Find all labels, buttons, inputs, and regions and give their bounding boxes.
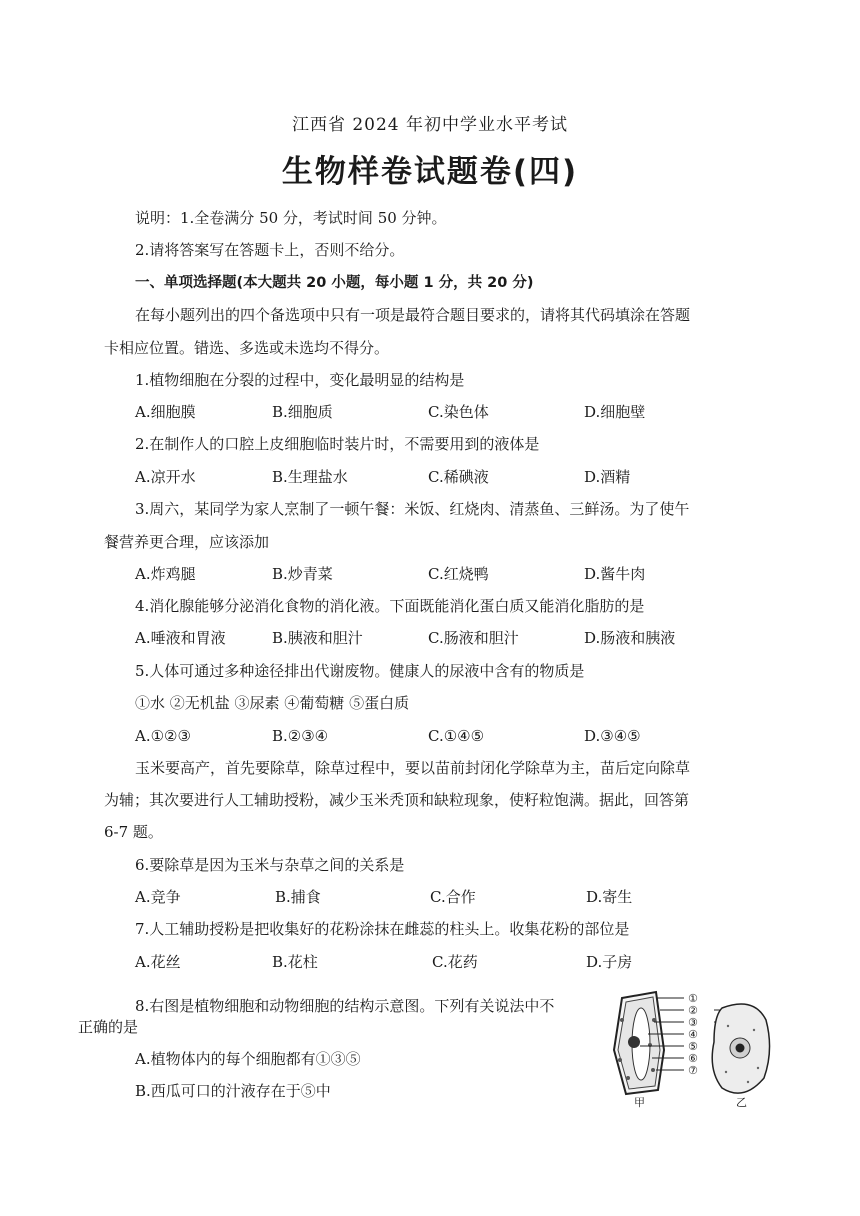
exam-subtitle: 江西省 2024 年初中学业水平考试 xyxy=(291,115,569,135)
question-3-stem-line-2: 餐营养更合理，应该添加 xyxy=(104,533,270,551)
plant-cell-illustration xyxy=(614,992,664,1094)
passage-line-3: 6-7 题。 xyxy=(104,823,163,841)
question-6-option-a: A.竞争 xyxy=(135,888,181,906)
question-4-option-b: B.胰液和胆汁 xyxy=(272,629,363,647)
question-3-option-c: C.红烧鸭 xyxy=(428,565,489,583)
question-6-stem: 6.要除草是因为玉米与杂草之间的关系是 xyxy=(135,856,405,874)
section-heading: 一、单项选择题(本大题共 20 小题，每小题 1 分，共 20 分) xyxy=(135,275,534,291)
figure-label-2: ② xyxy=(688,1004,698,1017)
figure-label-3: ③ xyxy=(688,1016,698,1029)
question-7-option-d: D.子房 xyxy=(586,953,633,971)
instruction-1: 说明：1.全卷满分 50 分，考试时间 50 分钟。 xyxy=(135,209,447,227)
question-3-stem-line-1: 3.周六，某同学为家人烹制了一顿午餐：米饭、红烧肉、清蒸鱼、三鲜汤。为了使午 xyxy=(135,500,690,518)
question-3-option-d: D.酱牛肉 xyxy=(584,565,646,583)
question-1-stem: 1.植物细胞在分裂的过程中，变化最明显的结构是 xyxy=(135,371,465,389)
question-2-option-b: B.生理盐水 xyxy=(272,468,348,486)
question-3-option-b: B.炒青菜 xyxy=(272,565,333,583)
question-7-stem: 7.人工辅助授粉是把收集好的花粉涂抹在雌蕊的柱头上。收集花粉的部位是 xyxy=(135,920,630,938)
question-1-option-b: B.细胞质 xyxy=(272,403,333,421)
section-intro-line-2: 卡相应位置。错选、多选或未选均不得分。 xyxy=(104,339,390,357)
question-1-option-d: D.细胞壁 xyxy=(584,403,646,421)
exam-title: 生物样卷试题卷(四) xyxy=(281,154,579,190)
animal-cell-illustration xyxy=(712,1004,769,1093)
question-5-option-c: C.①④⑤ xyxy=(428,727,485,745)
passage-line-2: 为辅；其次要进行人工辅助授粉，减少玉米秃顶和缺粒现象，使籽粒饱满。据此，回答第 xyxy=(104,791,690,809)
figure-label-6: ⑥ xyxy=(688,1052,698,1065)
question-2-option-d: D.酒精 xyxy=(584,468,631,486)
question-8-option-b: B.西瓜可口的汁液存在于⑤中 xyxy=(135,1082,331,1100)
figure-caption-animal: 乙 xyxy=(736,1096,747,1109)
question-6-option-d: D.寄生 xyxy=(586,888,633,906)
question-8-stem-line-2: 正确的是 xyxy=(78,1018,139,1036)
figure-label-5: ⑤ xyxy=(688,1040,698,1053)
cell-diagram-figure xyxy=(604,990,774,1110)
question-2-option-a: A.凉开水 xyxy=(135,468,196,486)
question-4-stem: 4.消化腺能够分泌消化食物的消化液。下面既能消化蛋白质又能消化脂肪的是 xyxy=(135,597,645,615)
question-4-option-a: A.唾液和胃液 xyxy=(135,629,226,647)
question-6-option-b: B.捕食 xyxy=(275,888,321,906)
passage-line-1: 玉米要高产，首先要除草，除草过程中，要以苗前封闭化学除草为主，苗后定向除草 xyxy=(135,759,691,777)
figure-label-4: ④ xyxy=(688,1028,698,1041)
question-2-stem: 2.在制作人的口腔上皮细胞临时装片时，不需要用到的液体是 xyxy=(135,435,540,453)
question-7-option-a: A.花丝 xyxy=(135,953,181,971)
question-5-stem: 5.人体可通过多种途径排出代谢废物。健康人的尿液中含有的物质是 xyxy=(135,662,585,680)
figure-label-1: ① xyxy=(688,992,698,1005)
question-8-option-a: A.植物体内的每个细胞都有①③⑤ xyxy=(135,1050,361,1068)
question-7-option-c: C.花药 xyxy=(432,953,478,971)
question-7-option-b: B.花柱 xyxy=(272,953,318,971)
question-5-items: ①水 ②无机盐 ③尿素 ④葡萄糖 ⑤蛋白质 xyxy=(135,694,410,712)
question-8-stem-line-1: 8.右图是植物细胞和动物细胞的结构示意图。下列有关说法中不 xyxy=(135,997,555,1015)
section-intro-line-1: 在每小题列出的四个备选项中只有一项是最符合题目要求的，请将其代码填涂在答题 xyxy=(135,306,691,324)
question-2-option-c: C.稀碘液 xyxy=(428,468,489,486)
instruction-2: 2.请将答案写在答题卡上，否则不给分。 xyxy=(135,241,405,259)
question-1-option-a: A.细胞膜 xyxy=(135,403,196,421)
question-4-option-d: D.肠液和胰液 xyxy=(584,629,676,647)
figure-label-7: ⑦ xyxy=(688,1064,698,1077)
question-4-option-c: C.肠液和胆汁 xyxy=(428,629,519,647)
question-3-option-a: A.炸鸡腿 xyxy=(135,565,196,583)
question-5-option-d: D.③④⑤ xyxy=(584,727,641,745)
question-5-option-a: A.①②③ xyxy=(135,727,191,745)
question-1-option-c: C.染色体 xyxy=(428,403,489,421)
question-6-option-c: C.合作 xyxy=(430,888,476,906)
question-5-option-b: B.②③④ xyxy=(272,727,329,745)
figure-caption-plant: 甲 xyxy=(634,1096,645,1109)
